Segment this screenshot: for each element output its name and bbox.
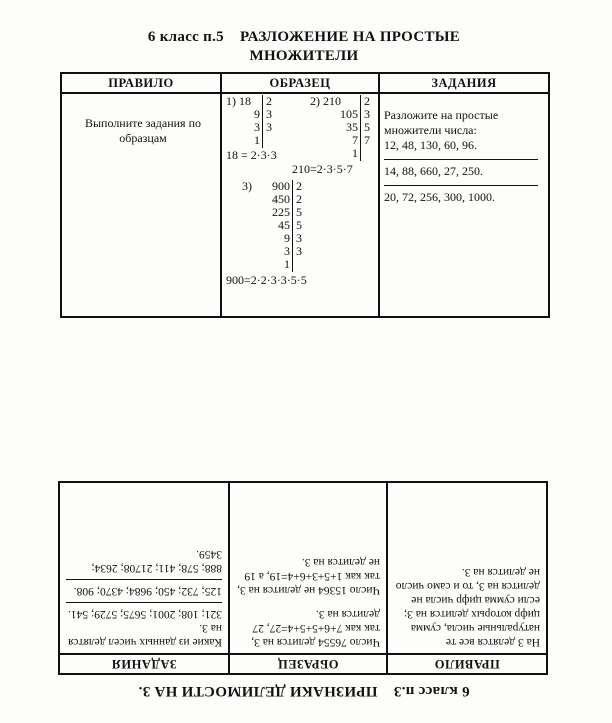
task-item: 888; 578; 411; 21708; 2634; 3459.	[91, 548, 222, 574]
card-divisibility-by-3	[60, 380, 548, 700]
card1-title-line1: РАЗЛОЖЕНИЕ НА ПРОСТЫЕ	[240, 29, 461, 45]
card1-title	[60, 28, 548, 66]
card2-table	[58, 481, 548, 675]
ex3-divisor: 2	[296, 192, 302, 206]
card2-rule-cell	[387, 482, 547, 654]
ex3-quotient: 450	[272, 192, 290, 206]
card1-table	[60, 72, 550, 318]
ex2-result: 210=2·3·5·7	[292, 162, 353, 176]
ex2-quotient: 35	[346, 120, 358, 134]
ex1-divider	[262, 95, 263, 148]
ex3-divisor: 2	[296, 179, 302, 193]
card2-sample-cell	[229, 482, 387, 654]
task-item: 12, 48, 130, 60, 96.	[384, 138, 477, 152]
card1-body-row	[61, 93, 549, 317]
ex1-divisor: 2	[266, 94, 272, 108]
card1-title-line2: МНОЖИТЕЛИ	[249, 48, 359, 64]
ex2-divisor: 2	[364, 94, 370, 108]
task-divider	[384, 185, 538, 186]
ex3-quotient: 900	[272, 179, 290, 193]
card2-body-row	[59, 482, 547, 654]
ex2-quotient: 7	[352, 133, 358, 147]
card-prime-factorization	[60, 28, 548, 348]
ex2-divider	[360, 95, 361, 161]
ex2-quotient: 105	[340, 107, 358, 121]
ex2-divisor: 3	[364, 107, 370, 121]
header-rule: ПРАВИЛО	[61, 73, 221, 93]
card2-title-text: ПРИЗНАКИ ДЕЛИМОСТИ НА 3.	[138, 683, 378, 699]
ex3-result: 900=2·2·3·3·5·5	[226, 273, 307, 287]
ex2-label: 2) 210	[310, 94, 341, 108]
ex2-divisor: 5	[364, 120, 370, 134]
ex1-quotient: 3	[254, 120, 260, 134]
card2-tasks-cell	[59, 482, 229, 654]
card1-header-row	[61, 73, 549, 93]
ex3-divisor: 3	[296, 244, 302, 258]
card2-sample: Число 15364 не делится на 3, так как 1+5+3+6+4=19, а 19 не делится на 3.	[237, 556, 380, 596]
task-item: 321; 108; 2001; 5675; 5729; 541.	[68, 608, 222, 620]
ex2-quotient: 1	[352, 146, 358, 160]
card2-rule-text: На 3 делятся все те натуральные числа, сумма цифр которых делится на 3; если сумма цифр числа не делится на 3, то и само число не делится на 3.	[395, 566, 540, 648]
task-divider	[66, 579, 222, 580]
task-item: 14, 88, 660, 27, 250.	[384, 164, 483, 178]
card1-grade-label: 6 класс п.5	[147, 29, 224, 45]
task-item: 20, 72, 256, 300, 1000.	[384, 190, 495, 204]
ex2-divisor: 7	[364, 133, 370, 147]
ex1-divisor: 3	[266, 107, 272, 121]
ex3-divider	[292, 180, 293, 272]
header-tasks: ЗАДАНИЯ	[379, 73, 549, 93]
factorization-samples	[222, 94, 378, 316]
card1-tasks-intro: Разложите на простые множители числа:	[384, 108, 499, 137]
header-rule: ПРАВИЛО	[387, 654, 547, 674]
ex1-result: 18 = 2·3·3	[226, 148, 277, 162]
ex1-quotient: 9	[254, 107, 260, 121]
task-divider	[384, 159, 538, 160]
ex1-divisor: 3	[266, 120, 272, 134]
header-tasks: ЗАДАНИЯ	[59, 654, 229, 674]
ex1-label: 1) 18	[226, 94, 251, 108]
ex1-quotient: 1	[254, 133, 260, 147]
card1-sample-cell	[221, 93, 379, 317]
header-sample: ОБРАЗЕЦ	[229, 654, 387, 674]
ex3-quotient: 9	[284, 231, 290, 245]
ex3-divisor: 3	[296, 231, 302, 245]
task-item: 125; 732; 450; 9684; 4370; 908.	[73, 585, 222, 597]
card1-tasks	[380, 94, 548, 205]
card2-title	[60, 681, 548, 700]
ex3-quotient: 3	[284, 244, 290, 258]
card1-tasks-cell	[379, 93, 549, 317]
card1-rule-text: Выполните задания по образцам	[84, 116, 201, 145]
ex3-quotient: 45	[278, 218, 290, 232]
task-divider	[66, 602, 222, 603]
ex3-divisor: 5	[296, 205, 302, 219]
card1-rule-cell	[61, 93, 221, 317]
card2-header-row	[59, 654, 547, 674]
ex3-quotient: 1	[284, 257, 290, 271]
card2-sample: Число 76554 делится на 3, так как 7+6+5+5+4=27, 27 делится на 3.	[251, 608, 380, 648]
header-sample: ОБРАЗЕЦ	[221, 73, 379, 93]
ex3-label: 3)	[242, 179, 252, 193]
card2-tasks-intro: Какие из данных чисел делятся на 3.	[68, 622, 222, 648]
ex3-divisor: 5	[296, 218, 302, 232]
card2-grade-label: 6 класс п.3	[393, 683, 470, 699]
ex3-quotient: 225	[272, 205, 290, 219]
